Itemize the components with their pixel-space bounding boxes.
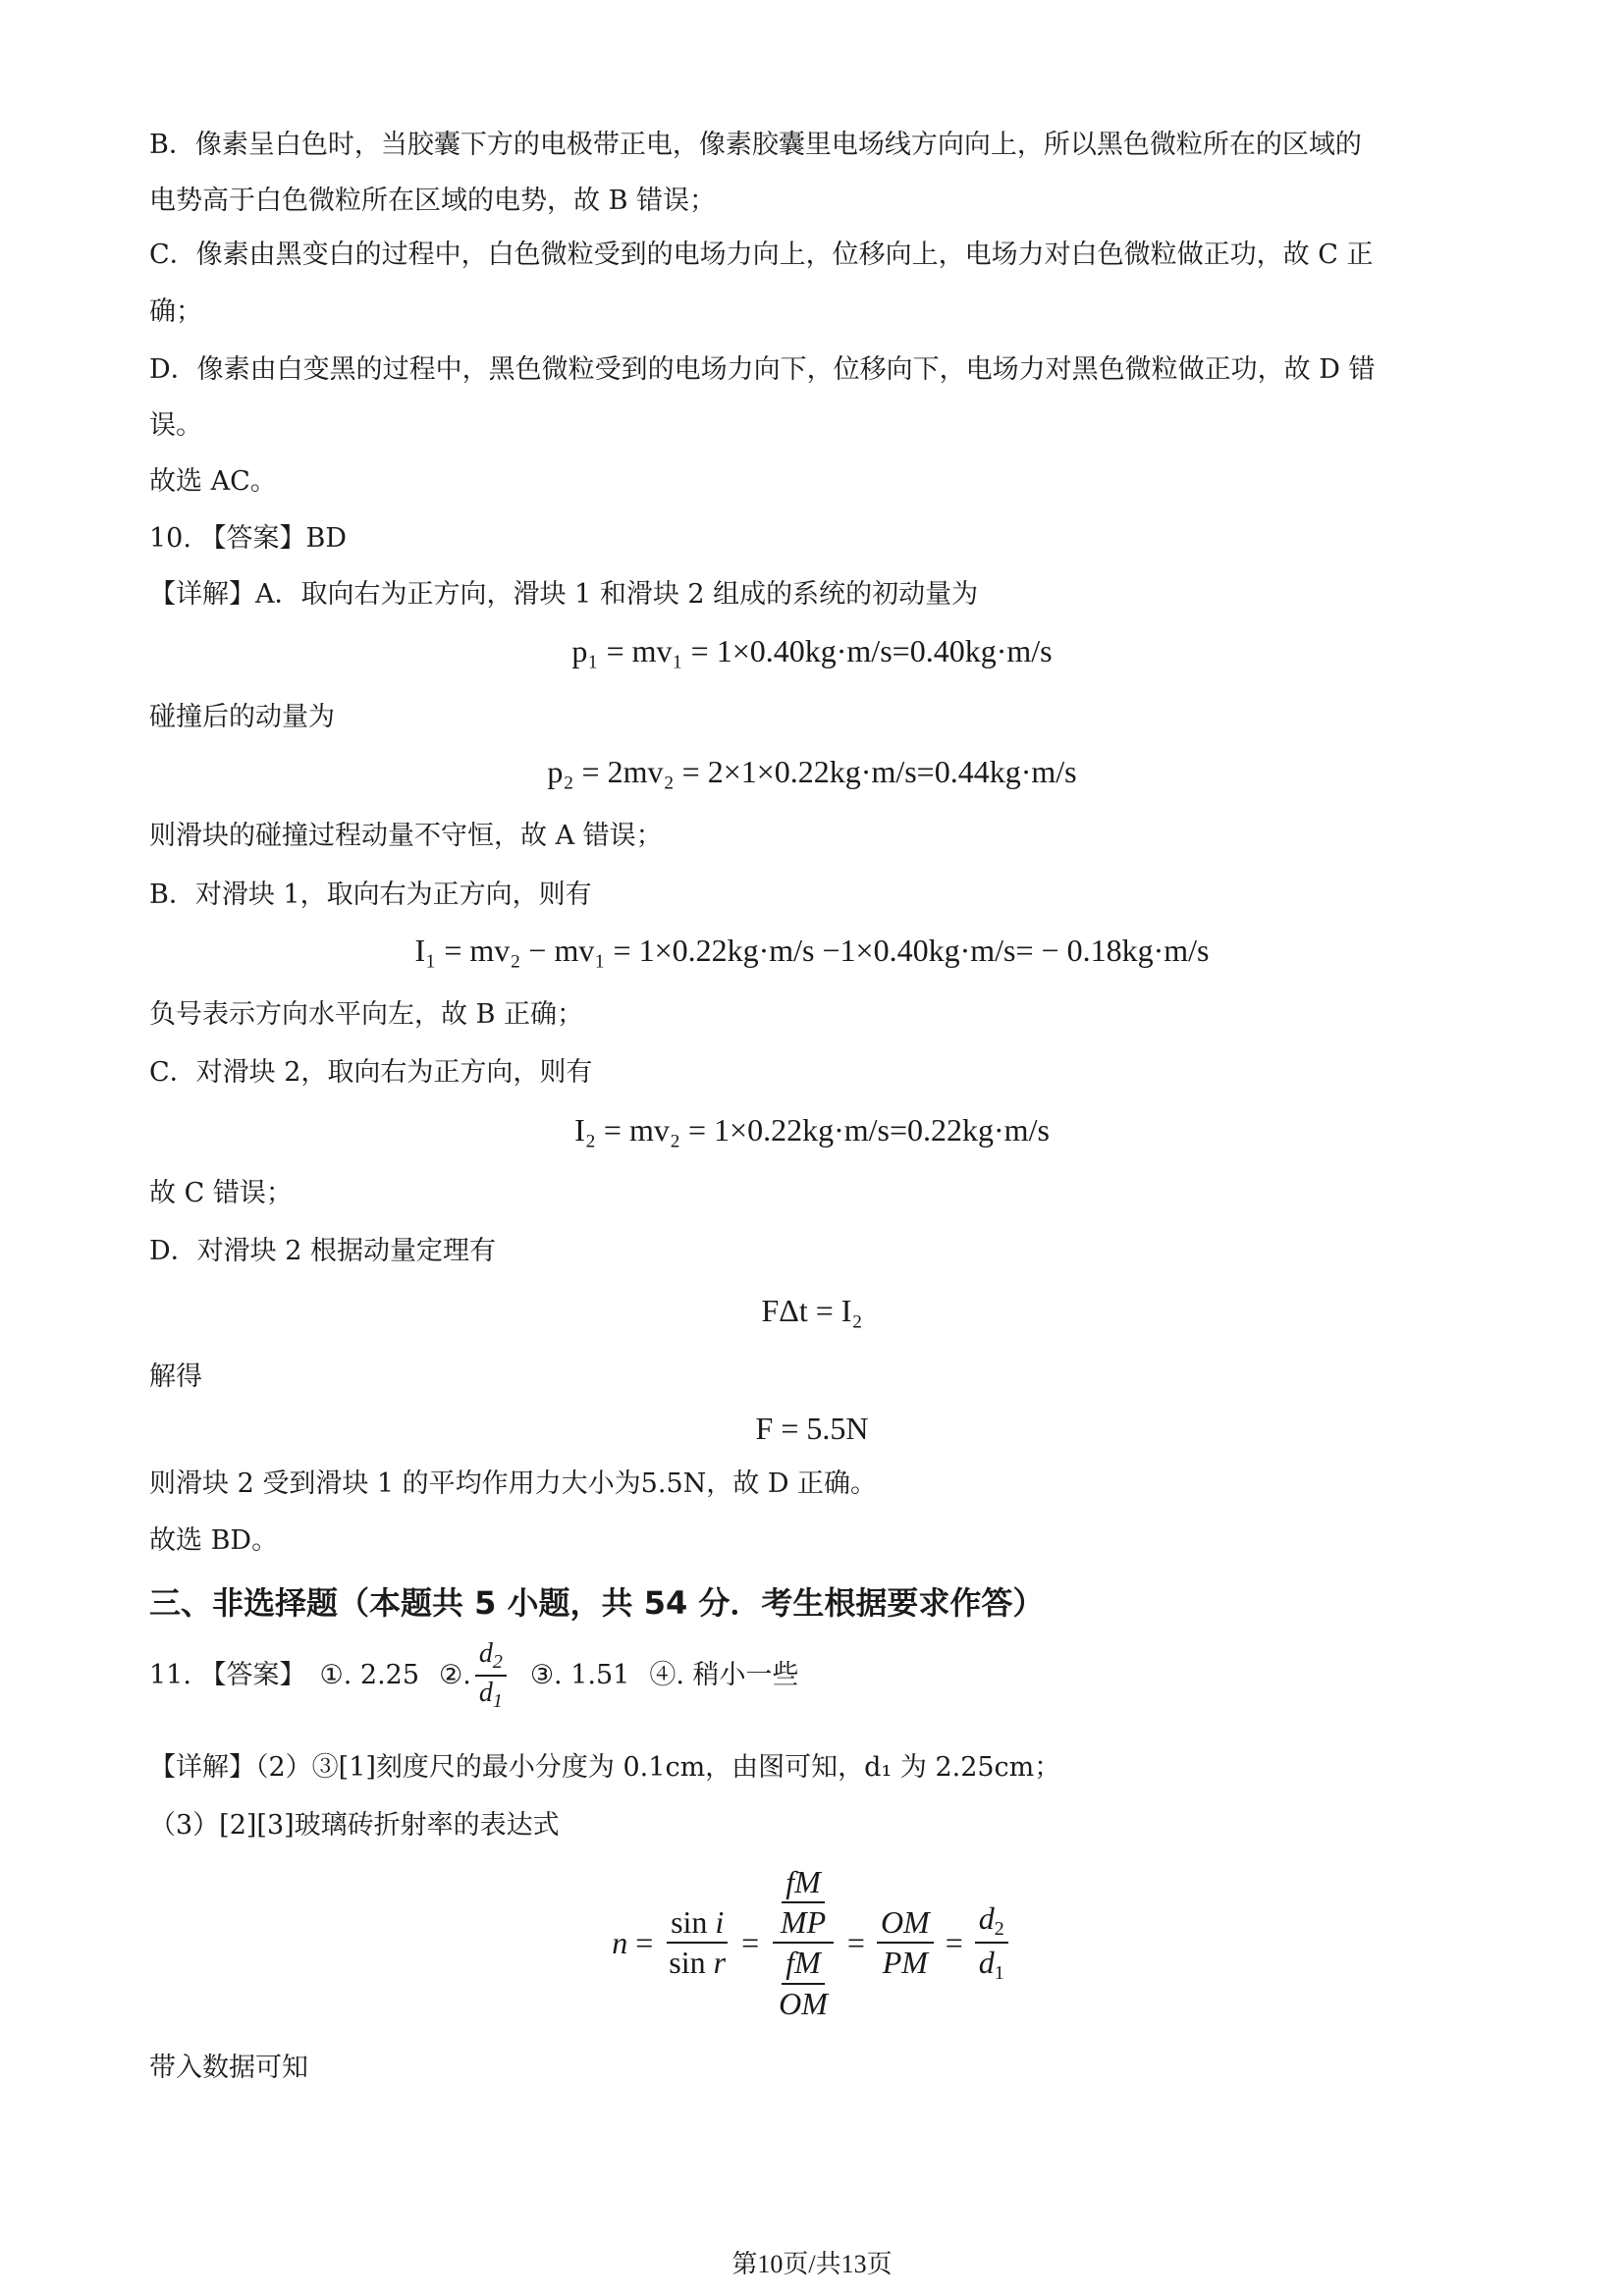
answer-line-11 (149, 1636, 1485, 1715)
answer-prefix: 11. 【答案】 (149, 1660, 306, 1690)
text-line: B．对滑块 1，取向右为正方向，则有 (149, 880, 592, 910)
section-heading: 三、非选择题（本题共 5 小题，共 54 分．考生根据要求作答） (149, 1584, 1045, 1622)
text-line: 确； (149, 296, 202, 327)
text-line: （3）[2][3]玻璃砖折射率的表达式 (149, 1810, 560, 1841)
text-line: 故 C 错误； (149, 1178, 293, 1208)
text-line: 误。 (149, 410, 202, 441)
text-line: B．像素呈白色时，当胶囊下方的电极带正电，像素胶囊里电场线方向向上，所以黑色微粒所在的区域的 (149, 130, 1362, 160)
text-line: 故选 AC。 (149, 466, 277, 497)
formula-impulse: FΔt = I₂ (761, 1293, 863, 1328)
formula-refractive-index: n = $\frac{\text{sin i}}{\text{sin r}}$ = $\frac{\frac{fM}{MP}}{\frac{fM}{OM}}$ = $\frac{OM}{PM}$ = $\frac{d_2}{d_1}$ (0, 1865, 1624, 2021)
formula-i1: I₁ = mv₂ − mv₁ = 1×0.22kg·m/s −1×0.40kg·m/s= − 0.18kg·m/s (414, 933, 1210, 968)
answer-3: ③. 1.51 (529, 1660, 630, 1690)
text-line: 负号表示方向水平向左，故 B 正确； (149, 999, 584, 1030)
text-line: 【详解】（2）③[1]刻度尺的最小分度为 0.1cm，由图可知，d₁ 为 2.25cm； (149, 1752, 1061, 1783)
text-line: 则滑块 2 受到滑块 1 的平均作用力大小为5.5N，故 D 正确。 (149, 1468, 878, 1499)
text-line: D．像素由白变黑的过程中，黑色微粒受到的电场力向下，位移向下，电场力对黑色微粒做正功，故 D 错 (149, 354, 1376, 385)
text-line: 电势高于白色微粒所在区域的电势，故 B 错误； (149, 186, 717, 216)
formula-p2: p₂ = 2mv₂ = 2×1×0.22kg·m/s=0.44kg·m/s (547, 754, 1077, 789)
answer-1: ①. 2.25 (319, 1660, 420, 1690)
text-line: C．像素由黑变白的过程中，白色微粒受到的电场力向上，位移向上，电场力对白色微粒做正功，故 C 正 (149, 240, 1374, 270)
text-line: 解得 (149, 1362, 202, 1392)
answer-2-fraction: $\frac{d_2}{d_1}$ (475, 1639, 507, 1712)
answer-line-10: 10. 【答案】BD (149, 523, 348, 554)
answer-4: ④. 稍小一些 (649, 1660, 799, 1690)
text-line: D．对滑块 2 根据动量定理有 (149, 1236, 496, 1266)
formula-i2: I₂ = mv₂ = 1×0.22kg·m/s=0.22kg·m/s (574, 1112, 1050, 1148)
answer-2-label: ②. (439, 1660, 471, 1690)
text-line: 故选 BD。 (149, 1525, 279, 1556)
text-line: C．对滑块 2，取向右为正方向，则有 (149, 1057, 593, 1088)
formula-p1: p₁ = mv₁ = 1×0.40kg·m/s=0.40kg·m/s (571, 633, 1053, 668)
text-line: 碰撞后的动量为 (149, 702, 335, 732)
text-line: 带入数据可知 (149, 2053, 308, 2083)
page-footer: 第10页/共13页 (731, 2250, 893, 2278)
text-line: 【详解】A．取向右为正方向，滑块 1 和滑块 2 组成的系统的初动量为 (149, 579, 979, 610)
text-line: 则滑块的碰撞过程动量不守恒，故 A 错误； (149, 821, 663, 851)
formula-force: F = 5.5N (755, 1411, 869, 1446)
